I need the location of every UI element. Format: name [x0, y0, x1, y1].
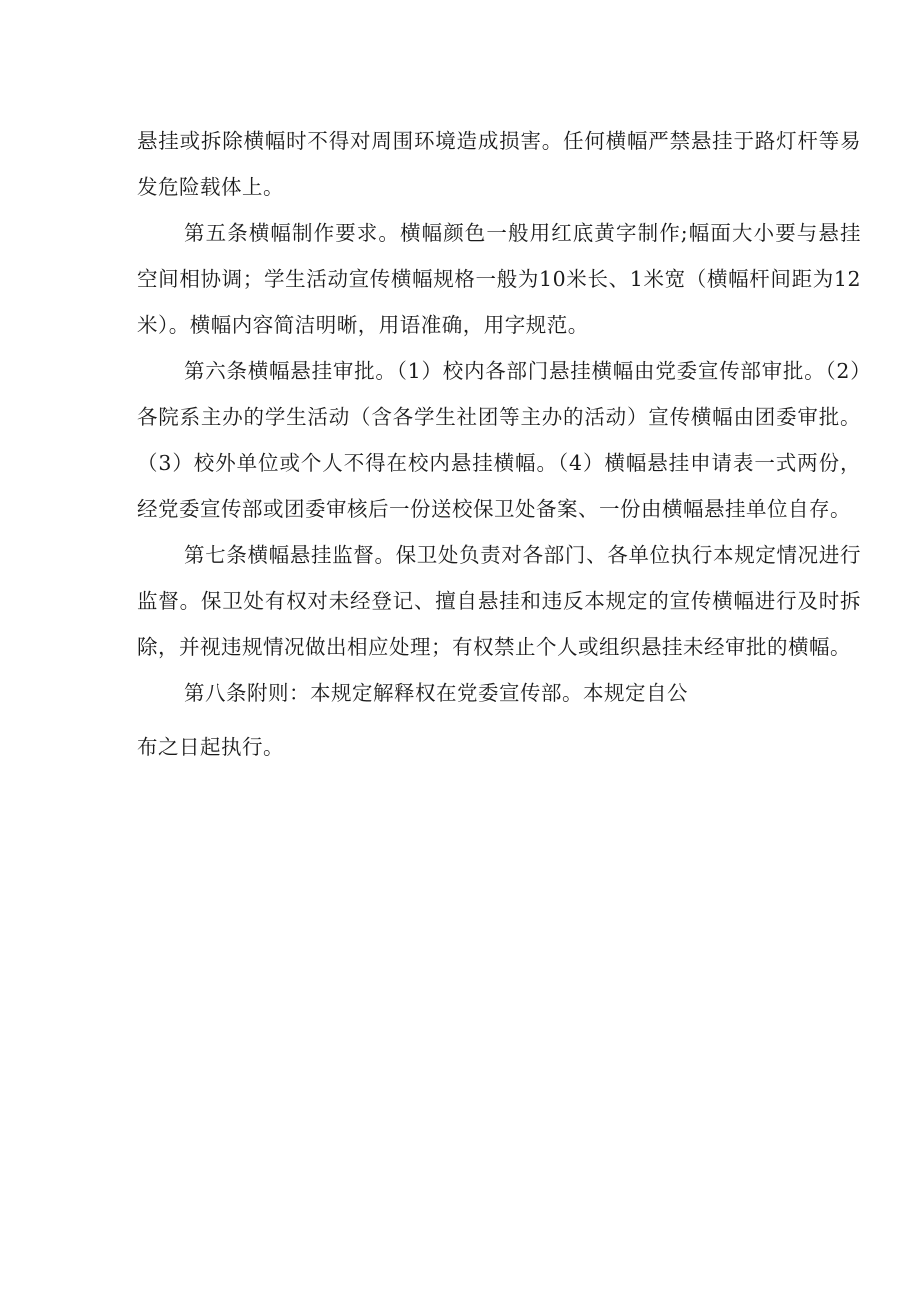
paragraph-article-5: 第五条横幅制作要求。横幅颜色一般用红底黄字制作;幅面大小要与悬挂空间相协调；学生活动宣传横幅规格一般为10米长、1米宽（横幅杆间距为12米）。横幅内容简洁明晰，用语准确，用字规范。	[137, 221, 861, 337]
paragraph-article-7: 第七条横幅悬挂监督。保卫处负责对各部门、各单位执行本规定情况进行监督。保卫处有权对未经登记、擅自悬挂和违反本规定的宣传横幅进行及时拆除，并视违规情况做出相应处理；有权禁止个人或组织悬挂未经审批的横幅。	[137, 543, 861, 659]
paragraph-article-8: 第八条附则：本规定解释权在党委宣传部。本规定自公	[184, 681, 688, 705]
paragraph-article-8-tail: 布之日起执行。	[137, 735, 284, 759]
paragraph-article-6: 第六条横幅悬挂审批。（1）校内各部门悬挂横幅由党委宣传部审批。（2）各院系主办的学生活动（含各学生社团等主办的活动）宣传横幅由团委审批。（3）校外单位或个人不得在校内悬挂横幅。（4）横幅悬挂申请表一式两份，经党委宣传部或团委审核后一份送校保卫处备案、一份由横幅悬挂单位自存。	[137, 359, 861, 521]
paragraph-continuation: 悬挂或拆除横幅时不得对周围环境造成损害。任何横幅严禁悬挂于路灯杆等易发危险载体上。	[137, 129, 861, 199]
document-body	[137, 118, 861, 770]
